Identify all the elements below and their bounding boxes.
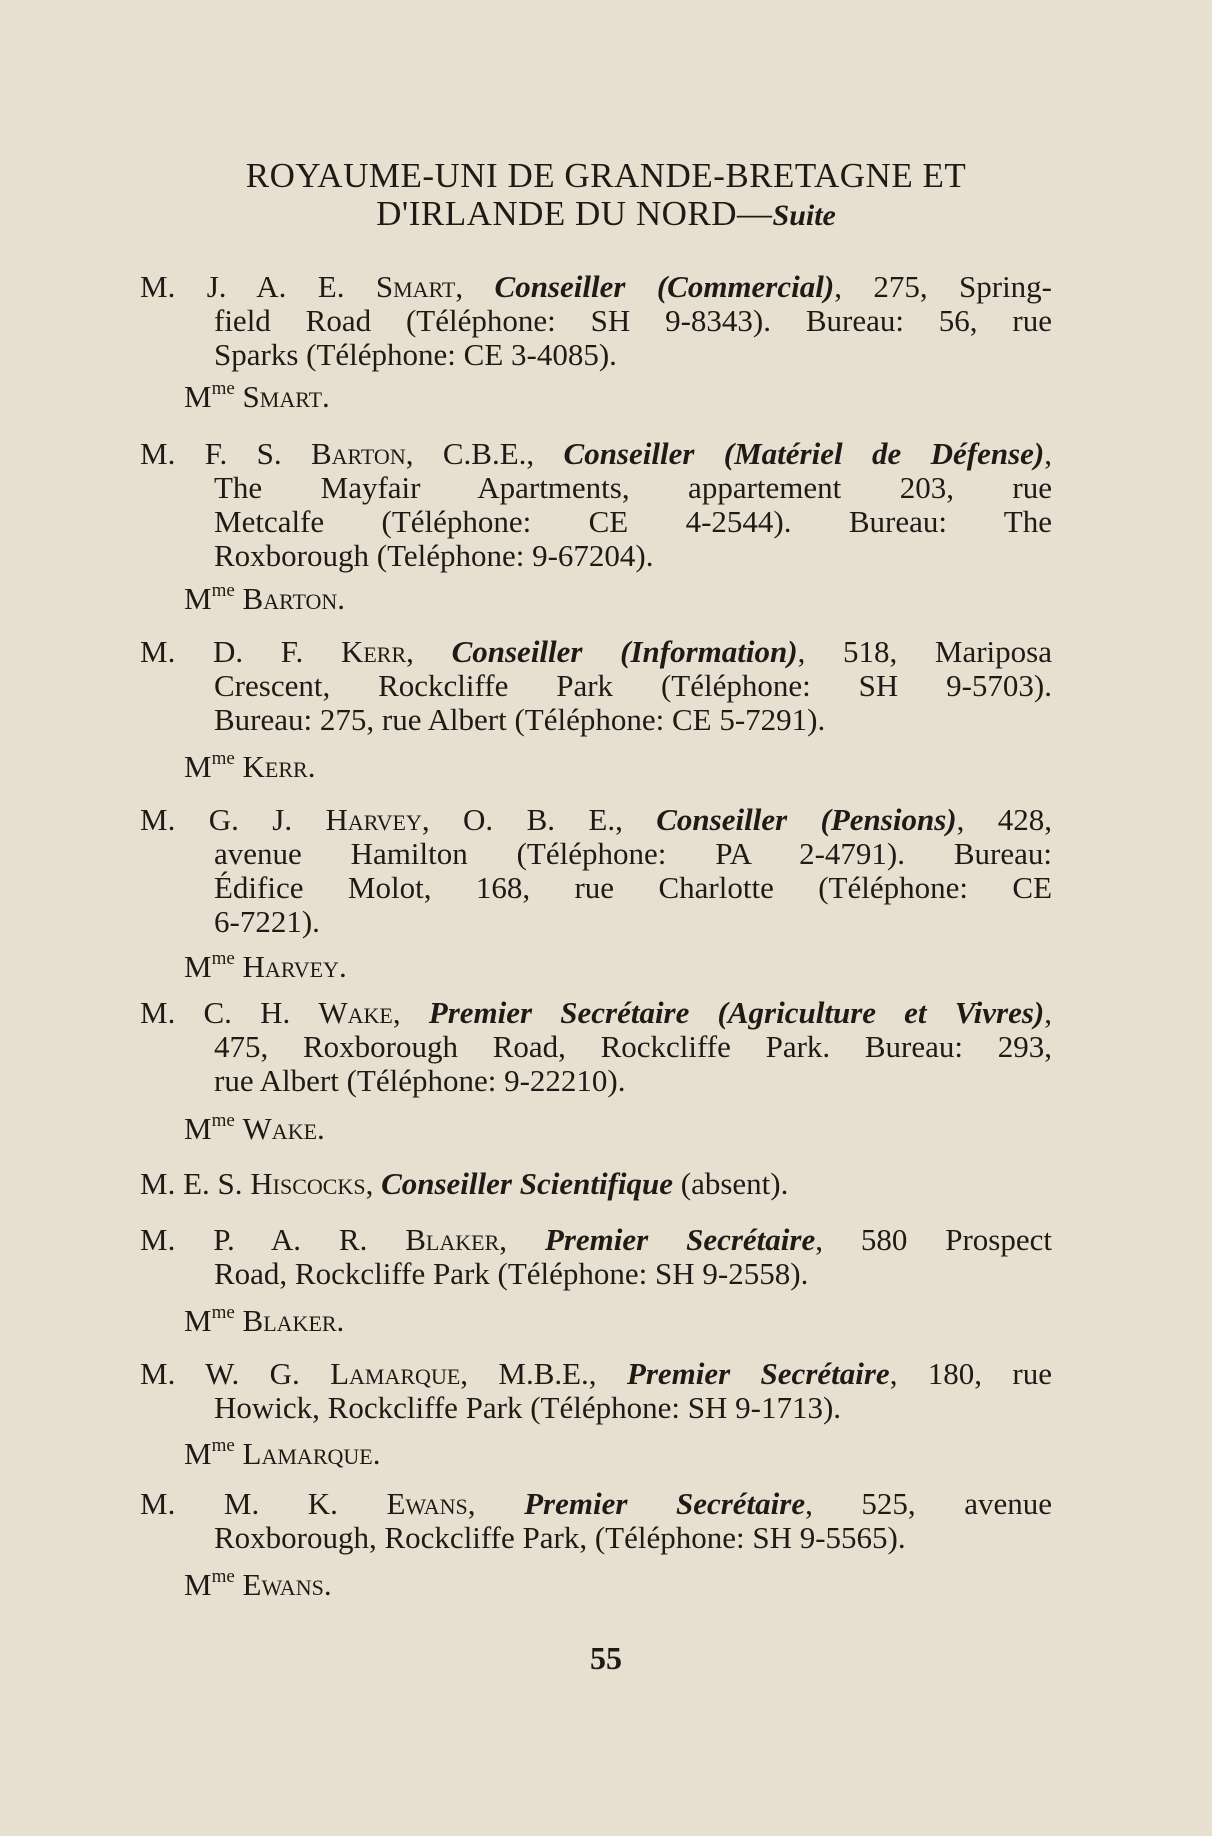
entry-prefix: M. M. K. (140, 1486, 387, 1521)
heading-line-2 (0, 195, 1212, 235)
spouse-title-sup: me (211, 1434, 235, 1456)
entry-name: Lamarque (330, 1356, 461, 1391)
spouse-title: M (184, 949, 212, 984)
entry-sep: , (455, 269, 495, 304)
entry-line: 6-7221). (214, 904, 320, 939)
entry-wake (140, 996, 1052, 1098)
entry-rest: , (1044, 436, 1052, 471)
entry-name: Hiscocks (250, 1166, 366, 1201)
entry-rest: , 275, Spring- (834, 269, 1052, 304)
entry-name: Ewans (386, 1486, 468, 1521)
entry-name: Barton (310, 436, 406, 471)
spouse-name: Wake. (242, 1111, 325, 1146)
spouse-title: M (184, 749, 212, 784)
entry-smart (140, 270, 1052, 372)
spouse-title: M (184, 581, 212, 616)
entry-sep: , (467, 1486, 525, 1521)
entry-name: Smart (375, 269, 456, 304)
entry-sep: , (392, 995, 429, 1030)
entry-prefix: M. E. S. (140, 1166, 251, 1201)
spouse-name: Smart. (242, 379, 330, 414)
page-number: 55 (590, 1640, 622, 1676)
entry-line: Road, Rockcliffe Park (Téléphone: SH 9-2558). (214, 1256, 809, 1291)
entry-role: Conseiller (Commercial) (494, 269, 835, 304)
entry-first-line (140, 1487, 1052, 1521)
heading-suite: Suite (772, 199, 836, 232)
heading-line-2-text: D'IRLANDE DU NORD— (376, 194, 773, 233)
entry-role: Conseiller (Information) (451, 634, 798, 669)
entry-line: Bureau: 275, rue Albert (Téléphone: CE 5-7291). (214, 702, 826, 737)
spouse-title-sup: me (211, 1301, 235, 1323)
spouse-name: Barton. (242, 581, 346, 616)
spouse-title-sup: me (211, 1565, 235, 1587)
entry-first-line (140, 437, 1052, 471)
entry-first-line (140, 635, 1052, 669)
spouse-line (184, 1301, 345, 1338)
entry-role: Premier Secrétaire (524, 1486, 806, 1521)
entry-line: Roxborough (Teléphone: 9-67204). (214, 538, 654, 573)
entry-line: rue Albert (Téléphone: 9-22210). (214, 1063, 626, 1098)
spouse-line (184, 1109, 325, 1146)
entry-sep: , O. B. E., (421, 802, 657, 837)
entry-lamarque (140, 1357, 1052, 1425)
spouse-name: Blaker. (242, 1303, 345, 1338)
entry-prefix: M. D. F. (140, 634, 341, 669)
spouse-line (184, 1434, 381, 1471)
entry-first-line (140, 1357, 1052, 1391)
entry-line: avenue Hamilton (Téléphone: PA 2-4791). Bureau: (214, 836, 1052, 871)
section-heading (0, 157, 1212, 235)
spouse-title: M (184, 1436, 212, 1471)
entry-line: Roxborough, Rockcliffe Park, (Téléphone: SH 9-5565). (214, 1520, 906, 1555)
heading-line-1: ROYAUME-UNI DE GRANDE-BRETAGNE ET (245, 156, 967, 195)
entry-name: Harvey (325, 802, 422, 837)
entry-prefix: M. W. G. (140, 1356, 331, 1391)
spouse-title-sup: me (211, 1109, 235, 1131)
entry-name: Kerr (340, 634, 407, 669)
entry-role: Conseiller (Matériel de Défense) (563, 436, 1045, 471)
spouse-line (184, 947, 347, 984)
entry-prefix: M. F. S. (140, 436, 311, 471)
entry-prefix: M. P. A. R. (140, 1222, 406, 1257)
entry-ewans (140, 1487, 1052, 1555)
entry-line: Édifice Molot, 168, rue Charlotte (Téléphone: CE (214, 870, 1052, 905)
entry-sep: , C.B.E., (405, 436, 564, 471)
spouse-title: M (184, 1111, 212, 1146)
entry-blaker (140, 1223, 1052, 1291)
entry-kerr (140, 635, 1052, 737)
entry-line: 475, Roxborough Road, Rockcliffe Park. Bureau: 293, (214, 1029, 1052, 1064)
entry-sep: , (365, 1166, 382, 1201)
entry-first-line (140, 1167, 1052, 1201)
entry-name: Blaker (405, 1222, 500, 1257)
spouse-line (184, 579, 346, 616)
entry-sep: , (499, 1222, 545, 1257)
spouse-title: M (184, 1567, 212, 1602)
entry-barton (140, 437, 1052, 573)
entry-first-line (140, 270, 1052, 304)
entry-role: Premier Secrétaire (Agriculture et Vivres) (428, 995, 1045, 1030)
entry-first-line (140, 1223, 1052, 1257)
spouse-line (184, 1565, 332, 1602)
entry-line: Metcalfe (Téléphone: CE 4-2544). Bureau: The (214, 504, 1052, 539)
entry-line: Sparks (Téléphone: CE 3-4085). (214, 337, 617, 372)
entry-rest: , (1044, 995, 1053, 1030)
entry-first-line (140, 996, 1052, 1030)
entry-line: Howick, Rockcliffe Park (Téléphone: SH 9-1713). (214, 1390, 842, 1425)
spouse-title-sup: me (211, 947, 235, 969)
entry-rest: , 525, avenue (805, 1486, 1053, 1521)
spouse-name: Kerr. (242, 749, 316, 784)
entry-hiscocks (140, 1167, 1052, 1201)
entry-role: Conseiller (Pensions) (656, 802, 957, 837)
spouse-name: Lamarque. (242, 1436, 381, 1471)
entry-first-line (140, 803, 1052, 837)
spouse-line (184, 747, 316, 784)
entry-rest: , 518, Mariposa (797, 634, 1052, 669)
spouse-title-sup: me (211, 579, 235, 601)
entry-rest: (absent). (673, 1166, 789, 1201)
spouse-title-sup: me (211, 747, 235, 769)
entry-line: The Mayfair Apartments, appartement 203, rue (214, 470, 1052, 505)
entry-harvey (140, 803, 1052, 939)
entry-role: Conseiller Scientifique (381, 1166, 673, 1201)
entry-line: Crescent, Rockcliffe Park (Téléphone: SH 9-5703). (214, 668, 1052, 703)
entry-rest: , 580 Prospect (815, 1222, 1053, 1257)
entry-role: Premier Secrétaire (626, 1356, 890, 1391)
entry-prefix: M. G. J. (140, 802, 326, 837)
entry-prefix: M. J. A. E. (140, 269, 376, 304)
spouse-title: M (184, 1303, 212, 1338)
entry-role: Premier Secrétaire (544, 1222, 816, 1257)
entry-name: Wake (318, 995, 393, 1030)
entry-sep: , (406, 634, 452, 669)
spouse-title: M (184, 379, 212, 414)
entry-rest: , 180, rue (889, 1356, 1052, 1391)
spouse-name: Harvey. (242, 949, 347, 984)
spouse-line (184, 377, 330, 414)
entry-sep: , M.B.E., (460, 1356, 627, 1391)
spouse-name: Ewans. (242, 1567, 332, 1602)
entry-rest: , 428, (956, 802, 1053, 837)
spouse-title-sup: me (211, 377, 235, 399)
entry-prefix: M. C. H. (140, 995, 319, 1030)
entry-line: field Road (Téléphone: SH 9-8343). Bureau: 56, rue (214, 303, 1052, 338)
